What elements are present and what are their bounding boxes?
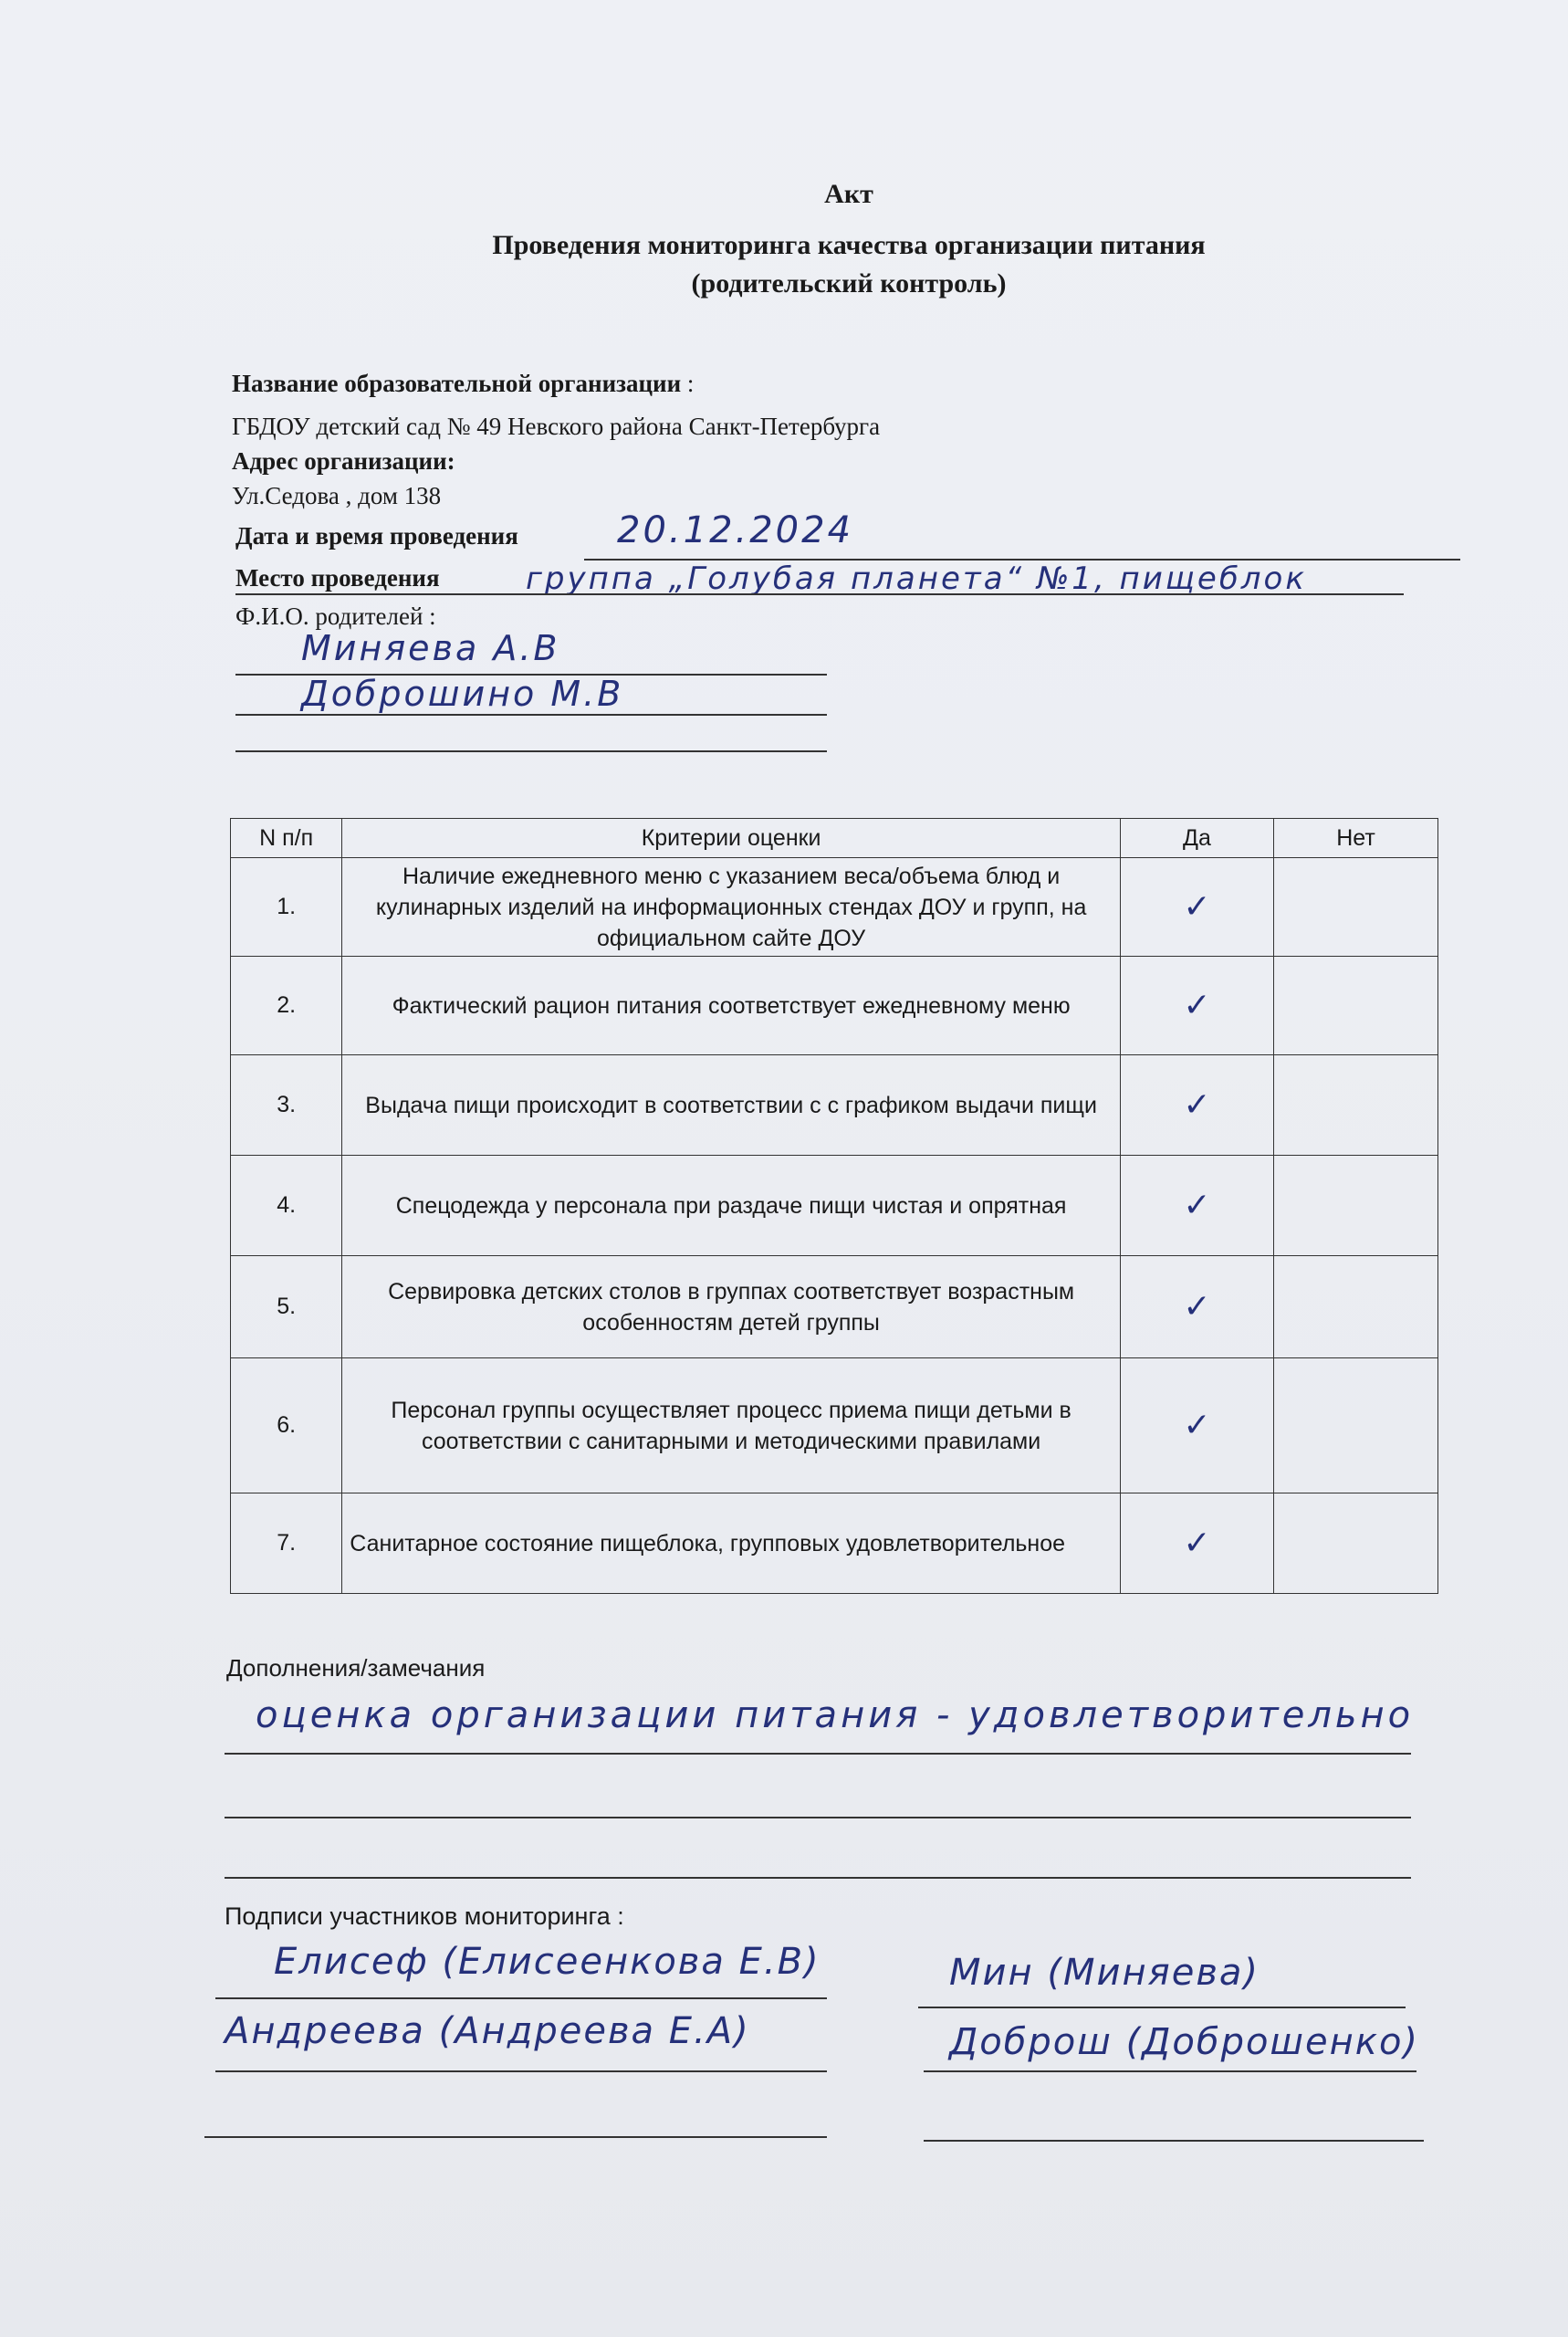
remarks-line-3 bbox=[225, 1877, 1411, 1879]
parent-name-2: Доброшино М.В bbox=[301, 674, 624, 714]
criteria-table bbox=[230, 818, 1438, 1594]
signature-right-2: Доброш (Доброшенко) bbox=[949, 2021, 1420, 2063]
checkmark-icon: ✓ bbox=[1183, 1407, 1211, 1444]
no-cell bbox=[1273, 1156, 1437, 1256]
no-cell bbox=[1273, 1256, 1437, 1358]
checkmark-icon: ✓ bbox=[1183, 1525, 1211, 1562]
row-criterion: Выдача пищи происходит в соответствии с с графиком выдачи пищи bbox=[342, 1055, 1121, 1156]
no-cell bbox=[1273, 1358, 1437, 1493]
signature-line-right-1 bbox=[918, 2007, 1406, 2008]
table-row bbox=[231, 1358, 1438, 1493]
remarks-label: Дополнения/замечания bbox=[226, 1654, 486, 1682]
yes-cell bbox=[1120, 1493, 1273, 1594]
yes-cell bbox=[1120, 1055, 1273, 1156]
document-title: Акт bbox=[824, 179, 873, 209]
table-header-row bbox=[231, 819, 1438, 858]
signature-left-1: Елисеф (Елисеенкова Е.В) bbox=[274, 1941, 821, 1983]
signature-line-right-2 bbox=[924, 2070, 1416, 2072]
place-label: Место проведения bbox=[235, 564, 440, 592]
table-row bbox=[231, 1156, 1438, 1256]
row-criterion: Фактический рацион питания соответствует ежедневному меню bbox=[342, 957, 1121, 1055]
signature-right-1: Мин (Миняева) bbox=[949, 1952, 1260, 1994]
parents-label: Ф.И.О. родителей : bbox=[235, 603, 436, 630]
address-label: Адрес организации: bbox=[232, 447, 455, 475]
checkmark-icon: ✓ bbox=[1183, 1187, 1211, 1224]
table-row bbox=[231, 1493, 1438, 1594]
remarks-value: оценка организации питания - удовлетворительно bbox=[256, 1694, 1415, 1736]
place-underline bbox=[235, 593, 1404, 595]
org-name-value: ГБДОУ детский сад № 49 Невского района Санкт-Петербурга bbox=[232, 413, 881, 440]
signatures-label: Подписи участников мониторинга : bbox=[225, 1902, 624, 1930]
parent-line-3 bbox=[235, 750, 827, 752]
header-num: N п/п bbox=[231, 819, 342, 858]
no-cell bbox=[1273, 1493, 1437, 1594]
row-number: 1. bbox=[231, 858, 342, 957]
row-criterion: Санитарное состояние пищеблока, групповых удовлетворительное bbox=[342, 1493, 1121, 1594]
row-criterion: Персонал группы осуществляет процесс приема пищи детьми в соответствии с санитарными и методическими правилами bbox=[342, 1358, 1121, 1493]
yes-cell bbox=[1120, 1156, 1273, 1256]
parent-name-1: Миняева А.В bbox=[301, 628, 560, 668]
row-number: 3. bbox=[231, 1055, 342, 1156]
date-label: Дата и время проведения bbox=[235, 522, 518, 550]
no-cell bbox=[1273, 858, 1437, 957]
row-number: 5. bbox=[231, 1256, 342, 1358]
header-yes: Да bbox=[1120, 819, 1273, 858]
row-number: 4. bbox=[231, 1156, 342, 1256]
checkmark-icon: ✓ bbox=[1183, 888, 1211, 926]
no-cell bbox=[1273, 957, 1437, 1055]
yes-cell bbox=[1120, 1256, 1273, 1358]
yes-cell bbox=[1120, 957, 1273, 1055]
signature-line-left-2 bbox=[215, 2070, 827, 2072]
no-cell bbox=[1273, 1055, 1437, 1156]
row-number: 6. bbox=[231, 1358, 342, 1493]
signature-line-left-3 bbox=[204, 2136, 827, 2138]
date-value: 20.12.2024 bbox=[617, 509, 854, 551]
header-criteria: Критерии оценки bbox=[342, 819, 1121, 858]
row-criterion: Наличие ежедневного меню с указанием веса/объема блюд и кулинарных изделий на информационных стендах ДОУ и групп, на официальном сайте ДОУ bbox=[342, 858, 1121, 957]
checkmark-icon: ✓ bbox=[1183, 1086, 1211, 1124]
document-subtitle: Проведения мониторинга качества организации питания bbox=[492, 230, 1206, 260]
table-row bbox=[231, 1256, 1438, 1358]
row-criterion: Спецодежда у персонала при раздаче пищи чистая и опрятная bbox=[342, 1156, 1121, 1256]
document-subtitle-note: (родительский контроль) bbox=[691, 268, 1007, 299]
place-value: группа „Голубая планета“ №1, пищеблок bbox=[526, 561, 1307, 597]
row-number: 2. bbox=[231, 957, 342, 1055]
table-row bbox=[231, 1055, 1438, 1156]
checkmark-icon: ✓ bbox=[1183, 1288, 1211, 1326]
row-number: 7. bbox=[231, 1493, 342, 1594]
yes-cell bbox=[1120, 1358, 1273, 1493]
table-row bbox=[231, 858, 1438, 957]
signature-line-left-1 bbox=[215, 1997, 827, 1999]
org-name-label: Название образовательной организации bbox=[232, 370, 682, 397]
address-value: Ул.Седова , дом 138 bbox=[232, 482, 442, 509]
header-no: Нет bbox=[1273, 819, 1437, 858]
row-criterion: Сервировка детских столов в группах соответствует возрастным особенностям детей группы bbox=[342, 1256, 1121, 1358]
signature-line-right-3 bbox=[924, 2140, 1424, 2142]
checkmark-icon: ✓ bbox=[1183, 987, 1211, 1024]
remarks-line-2 bbox=[225, 1817, 1411, 1818]
table-row bbox=[231, 957, 1438, 1055]
org-name-colon: : bbox=[681, 370, 695, 397]
yes-cell bbox=[1120, 858, 1273, 957]
parent-line-2 bbox=[235, 714, 827, 716]
remarks-line-1 bbox=[225, 1753, 1411, 1755]
signature-left-2: Андреева (Андреева Е.А) bbox=[225, 2010, 750, 2052]
org-name-label-row bbox=[232, 370, 694, 398]
